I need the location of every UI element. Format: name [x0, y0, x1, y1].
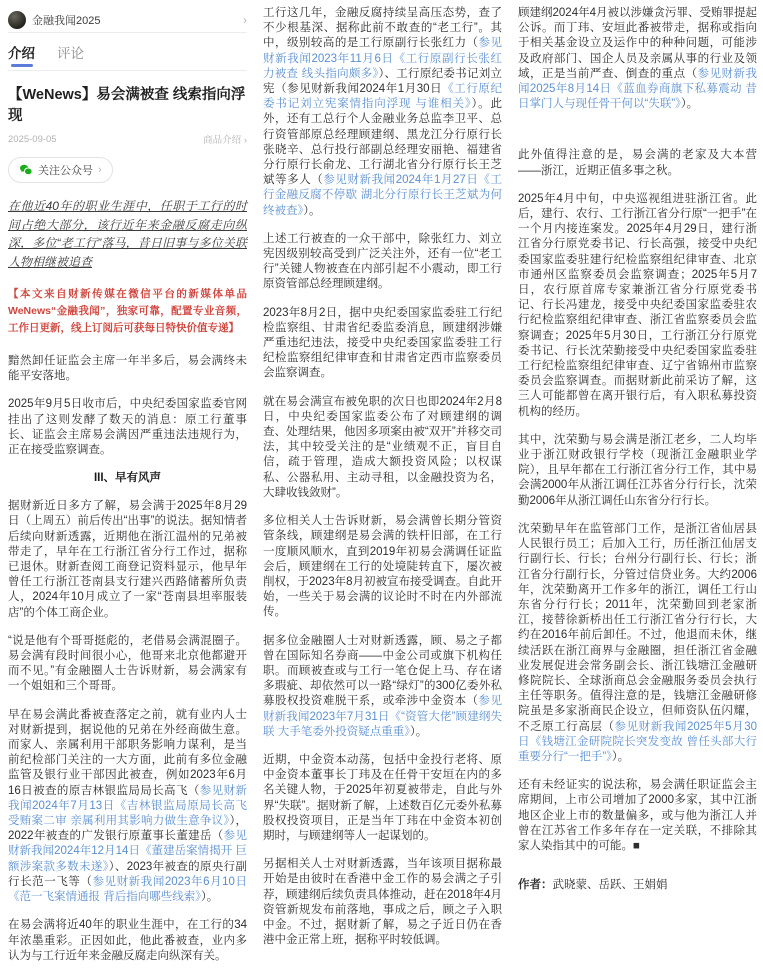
text-run: ）。此外，还有工总行个人金融业务总监李卫平、总行资管部原总经理顾建纲、黑龙江分行原行长张晓辛、总行投行部副总经理安丽艳、福建省分行原行长俞龙、工行湖北省分行原行长王芝斌等多人（	[263, 98, 502, 187]
text-run: ）。	[611, 750, 630, 763]
chevron-right-icon[interactable]: ›	[243, 13, 247, 27]
paragraph	[518, 522, 757, 765]
follow-button-label: 关注公众号	[38, 165, 93, 177]
text-run: 多位相关人士告诉财新，易会满曾长期分管资管条线，顾建纲是易会满的铁杆旧部，在工行一度顺风顺水，直到2019年初易会满调任证监会后，顾建纲在工行的处境陡转直下，屡次被削权，于2023年8月初被宣布接受调查。自此开始，一些关于易会满的议论时不时在内外部流传。	[263, 515, 502, 619]
text-run: 还有未经证实的说法称，易会满任职证监会主席期间，上市公司增加了2000多家，其中江浙地区企业上市的数量偏多，或与他为浙江人并曾在江苏省工作多年存在一定关联，不排除其家人染指其中的可能。■	[518, 779, 757, 852]
section-heading: III、早有风声	[93, 472, 162, 485]
text-run: 上述工行被查的一众干部中，除张红力、刘立宪因级别较高受到广泛关注外，还有一位“老工行”关键人物被查在内部引起不小震动，即工行原资管部总经理顾建纲。	[263, 232, 502, 291]
text-run: ）。	[303, 204, 321, 217]
article-meta	[8, 132, 247, 146]
article-link[interactable]: 参见财新我闻2023年6月10日《范一飞案情通报 背后指向哪些线索》	[8, 875, 247, 904]
text-run: 早在易会满此番被查落定之前，就有业内人士对财新提到，据说他的兄弟在外经商做生意。而家人、亲属利用干部职务影响力谋利，是当前纪检部门关注的一大方面，此前有多位金融监管及银行业干部因此被查，例如2023年6月16日被查的原吉林银监局局长高飞（	[8, 708, 247, 797]
text-run: ）、2023年被查的原央行副行长范一飞等（	[8, 860, 248, 888]
text-run: 黯然卸任证监会主席一年半多后，易会满终未能平安落地。	[8, 355, 247, 383]
text-run: 其中，沈荣勤与易会满是浙江老乡，二人均毕业于浙江财政银行学校（现浙江金融职业学院），且早年都在工行浙江省分行工作，其中易会满2000年从浙江调任江苏省分行行长，沈荣勤2006年从浙江调任山东省分行行长。	[518, 433, 757, 507]
paragraph	[8, 708, 247, 906]
paragraph	[518, 192, 757, 420]
text-run: 近期，中金资本动荡，包括中金投行老将、原中金资本董事长丁玮及在任骨干安垣在内的多名关键人物，于2025年初夏被带走，自此与外界“失联”。据财新了解，上述数百亿元委外私募股权投资项目，正是当年丁玮在中金资本初创期时，与顾建纲等人一起谋划的。	[263, 753, 502, 842]
text-run: 工行这几年，金融反腐持续呈高压态势，查了不少根基深、据称此前不敢查的“老工行”。其中，级别较高的是工行原副行长张红力（	[263, 7, 502, 50]
paragraph	[263, 306, 502, 382]
text-run: 2025年4月中旬，中央巡视组进驻浙江省。此后，建行、农行、工行浙江省分行原“一把手”在一个月内接连案发。2025年4月29日，建行浙江省分行原党委书记、行长高强，接受中央纪委国家监委驻建行纪检监察组纪律审查、北京市通州区监察委员会监察调查；2025年5月7日，农行原首席专家兼浙江省分行原党委书记、行长冯建龙，接受中央纪委国家监委驻农行纪检监察组纪律审查、浙江省监察委员会监察调查；2025年5月30日，工行浙江分行原党委书记、行长沈荣勤接受中央纪委国家监委驻工行纪检监察组纪律审查、辽宁省锦州市监察委员会监察调查。而据财新此前采访了解，这三人可能都曾在离开银行后，有入职私募投资机构的经历。	[518, 192, 757, 418]
wechat-icon	[19, 163, 33, 177]
tab-comments[interactable]: 评论	[57, 46, 84, 61]
article-link[interactable]: 《工行原纪委书记刘立宪案情指向浮现 与谁相关》	[263, 83, 502, 111]
column-left	[8, 6, 247, 977]
paragraph	[8, 918, 247, 964]
article-link[interactable]: 参见财新我闻2023年7月31日《“资管大佬”顾建纲失联 大手笔委外投资疑点重重》	[263, 695, 503, 738]
column-middle	[263, 6, 502, 977]
paragraph	[8, 397, 247, 458]
follow-account-button[interactable]	[8, 157, 113, 183]
article-link[interactable]: 参见财新我闻2025年8月14日《蓝血券商旗下私募震动 昔日掌门人与现任骨干何以“失联”》	[518, 67, 758, 111]
article-body-left	[8, 354, 247, 964]
text-run: 顾建纲2024年4月被以涉嫌贪污罪、受贿罪提起公诉。而丁玮、安垣此番被带走，据称或指向于相关基金设立及运作中的种种问题，可能涉及政府部门、国企人员及亲属从事的行业及领域，正是当前严查、倒查的重点（	[518, 7, 757, 80]
article-link[interactable]: 参见财新我闻2025年5月30日《钱塘江金研院院长突发变故 曾任头部大行重要分行“一把手”》	[518, 720, 757, 763]
tab-bar	[8, 33, 247, 70]
author-names: 武晓蒙、岳跃、王娟娟	[552, 879, 668, 892]
text-run: 此外值得注意的是，易会满的老家及大本营——浙江，近期正值多事之秋。	[518, 149, 757, 177]
paragraph	[263, 232, 502, 293]
text-run: ）。	[680, 98, 699, 111]
paragraph	[8, 499, 247, 621]
text-run: 就在易会满宣布被免职的次日也即2024年2月8日，中央纪委国家监委公布了对顾建纲的调查、处理结果，他因多项案由被“双开”并移交司法，其中较受关注的是“业绩观不正，盲目自信，疏于管理，造成大额投资风险；以权谋私、公器私用、主动寻租，以金融投资为名，大肆收钱敛财”。	[263, 395, 502, 499]
article-link[interactable]: 参见财新我闻2023年11月6日《工行原副行长张红力被查 线头指向颇多》	[263, 37, 503, 80]
column-right	[518, 6, 757, 977]
text-run: ），2022年被查的广发银行原董事长董建岳（	[8, 815, 247, 843]
text-run: 在易会满将近40年的职业生涯中，在工行的34年浓墨重彩。正因如此，他此番被查，业内多认为与工行近年来金融反腐走向纵深有关。	[8, 919, 247, 962]
paragraph	[263, 753, 502, 844]
text-run: 据财新近日多方了解，易会满于2025年8月29日（上周五）前后传出“出事”的说法。据知情者后续向财新透露，近期他在浙江温州的兄弟被带走了，早年在工行浙江省分行工作过，据称已退休。财新查阅工商登记资料显示，他早年曾任工行浙江苍南县支行建兴西路储蓄所负责人，2024年10月成立了一家“苍南县坦率服装店”的个体工商企业。	[8, 500, 247, 619]
text-run: 另据相关人士对财新透露，当年该项目据称最开始是由彼时在香港中金工作的易会满之子引荐，顾建纲后续负责具体推动，赶在2018年4月资管新规发布前落地，事成之后，顾之子入职中金。不过，据财新了解，易之子近日仍在香港中金正常上班，据称平时较低调。	[263, 858, 502, 947]
paragraph	[263, 634, 502, 740]
promo-notice: 【本文来自财新传媒在微信平台的新媒体单品 WeNews“金融我闻”，独家可靠，配置专业音频，工作日更新，线上订阅后可获每日特快价值专递】	[8, 288, 247, 334]
article-link[interactable]: 参见财新我闻2024年12月14日《董建岳案情揭开 巨额涉案款多数未遂》	[8, 830, 247, 873]
text-run: 2023年8月2日，据中央纪委国家监委驻工行纪检监察组、甘肃省纪委监委消息，顾建纲涉嫌严重违纪违法，接受中央纪委国家监委驻工行纪检监察组纪律审查和甘肃省定西市监察委员会监察调查。	[263, 306, 502, 380]
account-bar[interactable]	[8, 8, 247, 32]
article-link[interactable]: 参见财新我闻2024年7月13日《吉林银监局原局长高飞受贿案二审 亲属利用其影响力做生意争议》	[8, 784, 247, 828]
paragraph	[263, 514, 502, 620]
divider	[8, 70, 247, 71]
publish-date: 2025-09-05	[8, 133, 57, 145]
paragraph	[518, 6, 757, 112]
text-run: ）。	[200, 891, 219, 904]
author-line	[518, 878, 757, 893]
article-title: 【WeNews】易会满被查 线索指向浮现	[8, 87, 246, 124]
product-intro-link[interactable]: 商品介绍 ›	[203, 135, 247, 146]
chevron-right-icon: ›	[98, 164, 102, 176]
paragraph	[263, 6, 502, 219]
author-label: 作者：	[518, 879, 553, 892]
text-run: 沈荣勤早年在监管部门工作，是浙江省仙居县人民银行员工；后加入工行，历任浙江仙居支行副行长、行长；台州分行副行长、行长；浙江省分行副行长，分管过信贷业务。大约2006年，沈荣勤离开工作多年的浙江，调任工行山东省分行行长；2011年，沈荣勤回到老家浙江，接替徐新桥出任工行浙江省分行行长，大约在2016年前后卸任。不过，他退而未休，继续活跃在浙江商界与金融圈，担任浙江省金融业发展促进会常务副会长、浙江钱塘江金融研修院院长、全球浙商总会金融服务委员会执行主任等职务。值得注意的是，钱塘江金融研修院虽是多家浙商民企设立，但师资队伍闪耀，不乏原工行高层（	[518, 522, 757, 733]
text-run: ）。	[409, 725, 428, 738]
paragraph	[8, 354, 247, 384]
account-avatar	[8, 11, 26, 29]
article-summary: 在他近40年的职业生涯中，任职于工行的时间占绝大部分，该行近年来金融反腐走向纵深，多位“老工行”落马，昔日旧事与多位关联人物相继被追查	[8, 199, 247, 269]
tab-intro[interactable]: 介绍	[8, 42, 35, 70]
text-run: “说是他有个哥哥挺彪的，老借易会满混圈子。易会满有段时间很小心，他哥来北京他都避开而不见。”有金融圈人士告诉财新，易会满家有一个姐姐和三个哥哥。	[8, 634, 247, 693]
text-run: ）、工行原纪委书记刘立宪（参见财新我闻2024年1月30日	[263, 67, 502, 96]
paragraph	[263, 395, 502, 501]
account-name: 金融我闻2025	[32, 15, 101, 27]
text-run: 据多位金融圈人士对财新透露，顾、易之子都曾在国际知名券商——中金公司或旗下机构任职。而顾被查或与工行一笔仓促上马、存在诸多瑕疵、却依然可以一路“绿灯”的300亿委外私募股权投资难脱干系，或牵涉中金资本（	[263, 634, 502, 708]
paragraph	[518, 148, 757, 178]
article-link[interactable]: 参见财新我闻2024年1月27日《工行金融反腐不停歇 湖北分行原行长王芝斌为何终被查》	[263, 174, 502, 217]
paragraph	[518, 433, 757, 509]
paragraph	[8, 634, 247, 695]
paragraph	[518, 778, 757, 854]
chevron-right-icon: ›	[243, 135, 247, 146]
text-run: 2025年9月5日收市后，中央纪委国家监委官网挂出了这则发酵了数天的消息：原工行董事长、证监会主席易会满因严重违法违规行为，正在接受监察调查。	[8, 398, 247, 457]
paragraph	[263, 857, 502, 948]
